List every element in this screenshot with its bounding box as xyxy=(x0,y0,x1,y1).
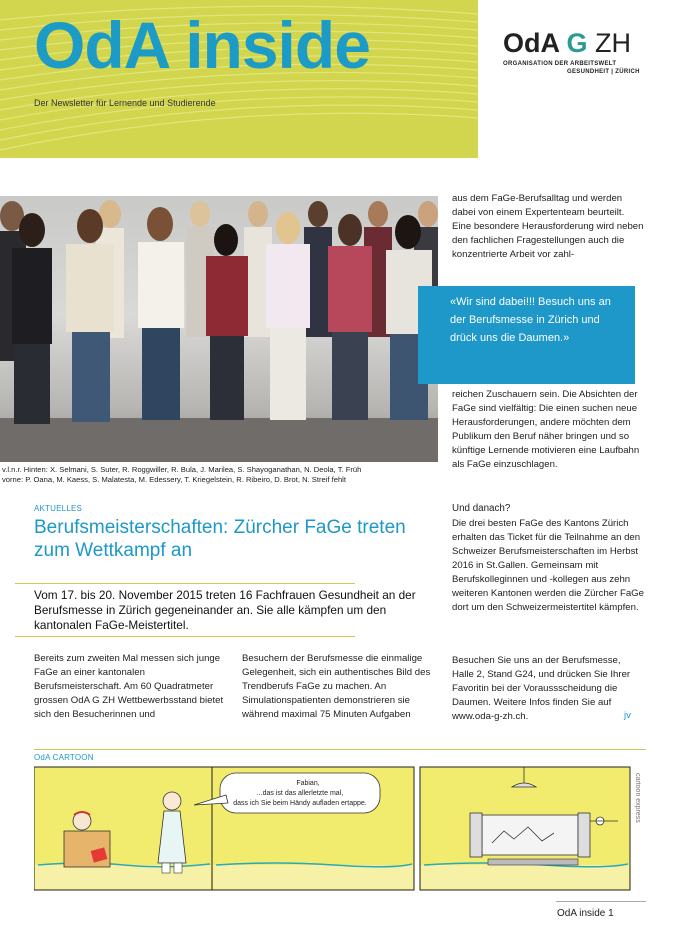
bubble-line-2: ...das ist das allerletzte mal, xyxy=(256,790,344,797)
group-photo-illustration xyxy=(0,196,438,462)
cartoon-signature: cartoon express xyxy=(634,773,641,823)
page-footer: OdA inside 1 xyxy=(557,908,614,919)
logo-oda: OdA xyxy=(503,28,559,58)
article-kicker: AKTUELLES xyxy=(34,504,83,513)
oda-logo[interactable] xyxy=(503,30,631,57)
right-column-intro: aus dem FaGe-Berufsalltag und werden dabei von einem Expertenteam beurteilt. Eine besondere Herausforderung wird neben den fachlichen Fragestellungen auch die konzentrierte Arbeit vor zahl- xyxy=(452,193,644,260)
photo-floor xyxy=(0,418,438,462)
right-column-invitation: Besuchen Sie uns an der Berufsmesse, Halle 2, Stand G24, und drücken Sie Ihrer Favoritin bei der Voraussscheidung die Daumen. Weitere Infos finden Sie auf www.oda-g-zh.ch. xyxy=(452,655,631,722)
comic-panel-1 xyxy=(34,767,212,890)
logo-g: G xyxy=(566,28,588,58)
article-body-column-1: Bereits zum zweiten Mal messen sich junge FaGe an einer kantonalen Berufsmeisterschaft. Am 60 Quadratmeter grossen OdA G ZH Wettbewerbsstand bietet sich den Besucherinnen und xyxy=(34,653,224,720)
article-body-column-2: Besuchern der Berufsmesse die einmalige Gelegenheit, sich ein authentisches Bild des Trendberufs FaGe zu machen. An Simulationspatienten demonstrieren sie während maximal 75 Minuten Aufgaben xyxy=(242,653,431,720)
comic-panel-3 xyxy=(420,767,630,890)
author-signoff: jv xyxy=(624,710,631,721)
caption-back-row: v.l.n.r. Hinten: X. Selmani, S. Suter, R. Roggwiller, R. Bula, J. Marilea, S. Shayoganathan, N. Deola, T. Früh xyxy=(2,465,362,474)
footer-divider xyxy=(556,901,646,902)
bubble-line-1: Fabian, xyxy=(296,780,320,787)
logo-gesundheit-line: GESUNDHEIT | ZÜRICH xyxy=(567,69,640,75)
right-column-outcome: Die drei besten FaGe des Kantons Zürich erhalten das Ticket für die Teilnahme an den Schweizer Berufsmeisterschaften im Herbst 2016 in St.Gallen. Gemeinsam mit Berufskolleginnen und -kollegen aus zehn weiteren Kantonen werden die Zürcher FaGe dort um den Schweizermeistertitel kämpfen. xyxy=(452,518,644,613)
lead-divider-bottom xyxy=(15,636,355,637)
photo-caption xyxy=(2,465,438,485)
cartoon-divider xyxy=(34,749,646,750)
logo-zh: ZH xyxy=(595,28,632,58)
cartoon-label: OdA CARTOON xyxy=(34,753,94,762)
section-heading: Und danach? xyxy=(452,503,511,514)
right-column-middle: reichen Zuschauern sein. Die Absichten der FaGe sind vielfältig: Die einen suchen neue Herausforderungen, andere möchten dem Publikum den Beruf näher bringen und so künftige Lernende motivieren eine Laufbahn als FaGe einzuschlagen. xyxy=(452,389,640,470)
bubble-line-3: dass ich Sie beim Händy aufladen ertappe. xyxy=(233,800,367,807)
comic-strip xyxy=(34,765,646,892)
caption-front-row: vorne: P. Oana, M. Kaess, S. Malatesta, M. Edessery, T. Kriegelstein, R. Ribeiro, D. Brot, N. Streif fehlt xyxy=(2,475,346,484)
article-lead: Vom 17. bis 20. November 2015 treten 16 Fachfrauen Gesundheit an der Berufsmesse in Zürich gegeneinander an. Sie alle kämpfen um den kantonalen FaGe-Meistertitel. xyxy=(34,588,416,632)
newsletter-title: OdA inside xyxy=(34,8,370,82)
pull-quote: «Wir sind dabei!!! Besuch uns an der Berufsmesse in Zürich und drück uns die Daumen.» xyxy=(450,296,611,344)
logo-organisation-line: ORGANISATION DER ARBEITSWELT xyxy=(503,61,617,67)
lead-divider-top xyxy=(15,583,355,584)
article-headline: Berufsmeisterschaften: Zürcher FaGe treten zum Wettkampf an xyxy=(34,517,406,561)
newsletter-subtitle: Der Newsletter für Lernende und Studierende xyxy=(34,98,216,108)
group-photo xyxy=(0,196,438,462)
comic-strip-drawing xyxy=(34,765,646,892)
